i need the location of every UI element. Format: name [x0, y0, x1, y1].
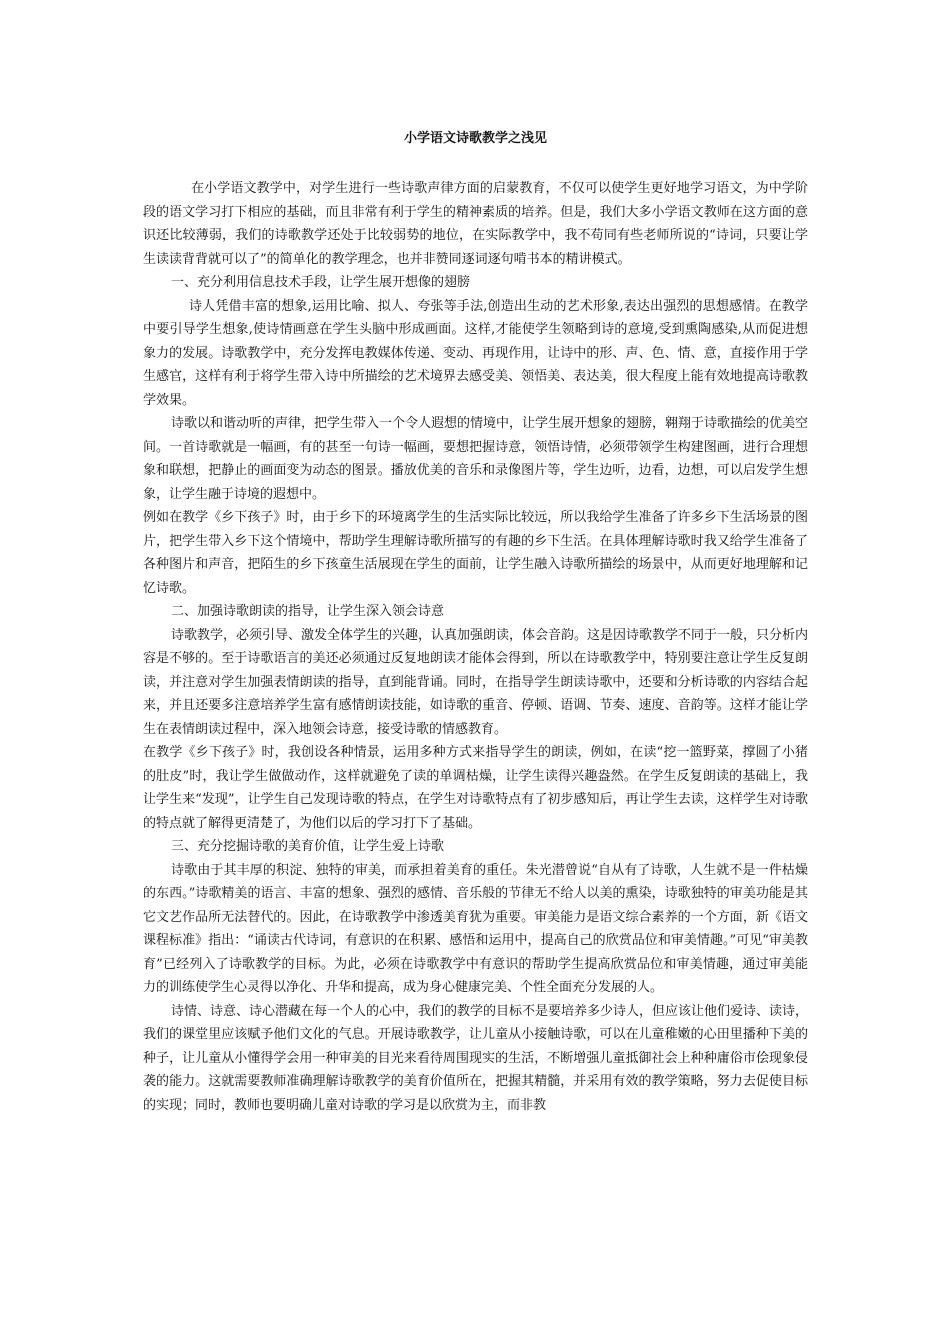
paragraph: 例如在教学《乡下孩子》时，由于乡下的环境离学生的生活实际比较远，所以我给学生准备了许多乡下生活场景的图片，把学生带入乡下这个情境中，帮助学生理解诗歌所描写的有趣的乡下生活。在具体理解诗歌时我又给学生准备了各种图片和声音，把陌生的乡下孩童生活展现在学生的面前，让学生融入诗歌所描绘的场景中，从而更好地理解和记忆诗歌。	[143, 510, 808, 596]
paragraph: 在教学《乡下孩子》时，我创设各种情景，运用多种方式来指导学生的朗读，例如，在读“挖一篮野菜，撑圆了小猪的肚皮”时，我让学生做做动作，这样就避免了读的单调枯燥，让学生读得兴趣盎然。在学生反复朗读的基础上，我让学生来“发现”，让学生自己发现诗歌的特点，在学生对诗歌特点有了初步感知后，再让学生去读，这样学生对诗歌的特点就了解得更清楚了，为他们以后的学习打下了基础。	[143, 745, 808, 831]
paragraph: 诗歌以和谐动听的声律，把学生带入一个令人遐想的情境中，让学生展开想象的翅膀，翱翔于诗歌描绘的优美空间。一首诗歌就是一幅画，有的甚至一句诗一幅画，要想把握诗意，领悟诗情，必须带领学生构建图画，进行合理想象和联想，把静止的画面变为动态的图景。播放优美的音乐和录像图片等，学生边听，边看，边想，可以启发学生想象，让学生融于诗境的遐想中。	[143, 416, 809, 502]
section-heading: 二、加强诗歌朗读的指导，让学生深入领会诗意	[171, 604, 445, 619]
section-heading: 一、充分利用信息技术手段，让学生展开想像的翅膀	[171, 275, 471, 290]
paragraph: 诗情、诗意、诗心潜藏在每一个人的心中，我们的教学的目标不是要培养多少诗人，但应该让他们爱诗、读诗，我们的课堂里应该赋予他们文化的气息。开展诗歌教学，让儿童从小接触诗歌，可以在儿童稚嫩的心田里播种下美的种子，让儿童从小懂得学会用一种审美的目光来看待周围现实的生活，不断增强儿童抵御社会上种种庸俗市侩现象侵袭的能力。这就需要教师准确理解诗歌教学的美育价值所在，把握其精髓，并采用有效的教学策略，努力去促使目标的实现；同时，教师也要明确儿童对诗歌的学习是以欣赏为主，而非教	[143, 1003, 809, 1113]
section-heading: 三、充分挖掘诗歌的美育价值，让学生爱上诗歌	[171, 839, 445, 854]
paragraph: 诗歌由于其丰厚的积淀、独特的审美，而承担着美育的重任。朱光潜曾说“自从有了诗歌，人生就不是一件枯燥的东西。”诗歌精美的语言、丰富的想象、强烈的感情、音乐般的节律无不给人以美的熏染，诗歌独特的审美功能是其它文艺作品所无法替代的。因此，在诗歌教学中渗透美育犹为重要。审美能力是语文综合素养的一个方面，新《语文课程标准》指出：“诵读古代诗词，有意识的在积累、感悟和运用中，提高自己的欣赏品位和审美情趣。”可见“审美教育”已经列入了诗歌教学的目标。为此，必须在诗歌教学中有意识的帮助学生提高欣赏品位和审美情趣，通过审美能力的训练使学生心灵得以净化、升华和提高，成为身心健康完美、个性全面充分发展的人。	[143, 862, 808, 995]
document-body	[143, 177, 808, 1117]
paragraph: 诗歌教学，必须引导、激发全体学生的兴趣，认真加强朗读，体会音韵。这是因诗歌教学不同于一般，只分析内容是不够的。至于诗歌语言的美还必须通过反复地朗读才能体会得到，所以在诗歌教学中，特别要注意让学生反复朗读，并注意对学生加强表情朗读的指导，直到能背诵。同时，在指导学生朗读诗歌中，还要和分析诗歌的内容结合起来，并且还要多注意培养学生富有感情朗读技能，如诗歌的重音、停顿、语调、节奏、速度、音韵等。这样才能让学生在表情朗读过程中，深入地领会诗意，接受诗歌的情感教育。	[143, 627, 809, 737]
paragraph: 在小学语文教学中，对学生进行一些诗歌声律方面的启蒙教育，不仅可以使学生更好地学习语文，为中学阶段的语文学习打下相应的基础，而且非常有利于学生的精神素质的培养。但是，我们大多小学语文教师在这方面的意识还比较薄弱，我们的诗歌教学还处于比较弱势的地位，在实际教学中，我不苟同有些老师所说的“诗词，只要让学生读读背背就可以了”的简单化的教学理念，也并非赞同逐词逐句啃书本的精讲模式。	[143, 181, 808, 267]
document-title: 小学语文诗歌教学之浅见	[403, 131, 547, 146]
paragraph: 诗人凭借丰富的想象,运用比喻、拟人、夸张等手法,创造出生动的艺术形象,表达出强烈的思想感情。在教学中要引导学生想象,使诗情画意在学生头脑中形成画面。这样,才能使学生领略到诗的意境,受到熏陶感染,从而促进想象力的发展。诗歌教学中，充分发挥电教媒体传递、变动、再现作用，让诗中的形、声、色、情、意，直接作用于学生感官，这样有利于将学生带入诗中所描绘的艺术境界去感受美、领悟美、表达美，很大程度上能有效地提高诗歌教学效果。	[143, 298, 808, 408]
